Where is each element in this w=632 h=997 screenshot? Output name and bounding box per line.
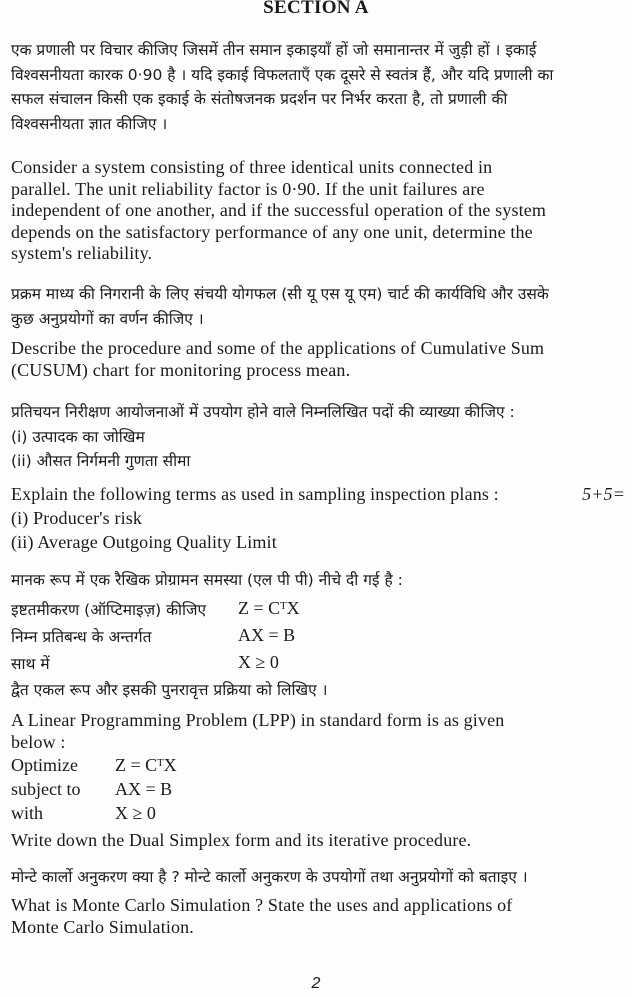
q1-english bbox=[11, 157, 623, 265]
q4-hindi-task: द्वैत एकल रूप और इसकी पुनरावृत्त प्रक्रिया को लिखिए । bbox=[11, 681, 328, 699]
q3-hindi-item: (ii) औसत निर्गमनी गुणता सीमा bbox=[11, 452, 191, 470]
q3-english-item: (ii) Average Outgoing Quality Limit bbox=[11, 532, 277, 552]
q4-english-label: subject to bbox=[11, 779, 81, 799]
section-title: SECTION A bbox=[263, 0, 369, 18]
q4-english-expr: Z = CᵀX bbox=[115, 755, 177, 775]
q3-hindi bbox=[11, 400, 623, 474]
q1-hindi-line: विश्वसनीयता ज्ञात कीजिए । bbox=[11, 114, 168, 133]
q3-english-intro: Explain the following terms as used in sampling inspection plans : bbox=[11, 484, 499, 504]
q1-english-line: depends on the satisfactory performance of any one unit, determine the bbox=[11, 221, 533, 242]
q4-english-expr: AX = B bbox=[115, 779, 173, 799]
q4-english-intro-line: below : bbox=[11, 731, 66, 752]
q4-english-expr: X ≥ 0 bbox=[115, 803, 156, 823]
q4-hindi-label: इष्टतमीकरण (ऑप्टिमाइज़) कीजिए bbox=[11, 601, 207, 619]
q1-english-line: system's reliability. bbox=[11, 243, 153, 263]
q2-hindi-line: प्रक्रम माध्य की निगरानी के लिए संचयी योगफल (सी यू एस यू एम) चार्ट की कार्यविधि और उसके bbox=[11, 285, 549, 303]
q1-hindi-line: एक प्रणाली पर विचार कीजिए जिसमें तीन समान इकाइयाँ हों जो समानान्तर में जुड़ी हों । इकाई bbox=[11, 41, 537, 59]
q4-hindi-expr: Z = CᵀX bbox=[238, 598, 300, 618]
q3-hindi-intro: प्रतिचयन निरीक्षण आयोजनाओं में उपयोग होने वाले निम्नलिखित पदों की व्याख्या कीजिए : bbox=[11, 403, 515, 421]
q2-english bbox=[11, 338, 623, 381]
q4-english-label: with bbox=[11, 803, 44, 823]
q4-english-label: Optimize bbox=[11, 755, 78, 775]
q3-marks: 5+5= bbox=[582, 484, 625, 504]
q4-hindi-expr: AX = B bbox=[238, 625, 296, 645]
q2-hindi-line: कुछ अनुप्रयोगों का वर्णन कीजिए । bbox=[11, 309, 204, 328]
q4-english-intro-line: A Linear Programming Problem (LPP) in standard form is as given bbox=[11, 710, 505, 730]
q3-english-item: (i) Producer's risk bbox=[11, 508, 143, 528]
q4-english-task: Write down the Dual Simplex form and its iterative procedure. bbox=[11, 830, 472, 850]
q5-hindi: मोन्टे कार्लो अनुकरण क्या है ? मोन्टे कार्लो अनुकरण के उपयोगों तथा अनुप्रयोगों को बताइए । bbox=[11, 868, 528, 886]
q1-english-line: Consider a system consisting of three identical units connected in bbox=[11, 157, 493, 177]
q5-english-line: Monte Carlo Simulation. bbox=[11, 916, 194, 937]
q1-english-line: parallel. The unit reliability factor is 0·90. If the unit failures are bbox=[11, 178, 485, 199]
q4-hindi-intro: मानक रूप में एक रैखिक प्रोग्रामन समस्या (एल पी पी) नीचे दी गई है : bbox=[11, 571, 403, 589]
q2-english-line: (CUSUM) chart for monitoring process mean. bbox=[11, 359, 351, 380]
q1-hindi bbox=[11, 38, 623, 136]
q1-hindi-line: विश्वसनीयता कारक 0·90 है । यदि इकाई विफलताएँ एक दूसरे से स्वतंत्र हैं, और यदि प्रणाली का bbox=[11, 65, 554, 84]
q1-english-line: independent of one another, and if the successful operation of the system bbox=[11, 200, 547, 220]
q2-english-line: Describe the procedure and some of the applications of Cumulative Sum bbox=[11, 338, 545, 358]
q4-hindi-expr: X ≥ 0 bbox=[238, 652, 279, 672]
q5-english bbox=[11, 895, 623, 938]
q4-english-intro bbox=[11, 710, 623, 753]
q4-hindi-label: निम्न प्रतिबन्ध के अन्तर्गत bbox=[11, 628, 152, 646]
q3-hindi-item: (i) उत्पादक का जोखिम bbox=[11, 427, 145, 446]
page-number: 2 bbox=[311, 975, 321, 992]
q3-english bbox=[11, 482, 623, 554]
q4-hindi-label: साथ में bbox=[11, 655, 50, 673]
q5-english-line: What is Monte Carlo Simulation ? State the uses and applications of bbox=[11, 895, 513, 915]
q2-hindi bbox=[11, 282, 623, 331]
q1-hindi-line: सफल संचालन किसी एक इकाई के संतोषजनक प्रदर्शन पर निर्भर करता है, तो प्रणाली की bbox=[11, 90, 508, 108]
